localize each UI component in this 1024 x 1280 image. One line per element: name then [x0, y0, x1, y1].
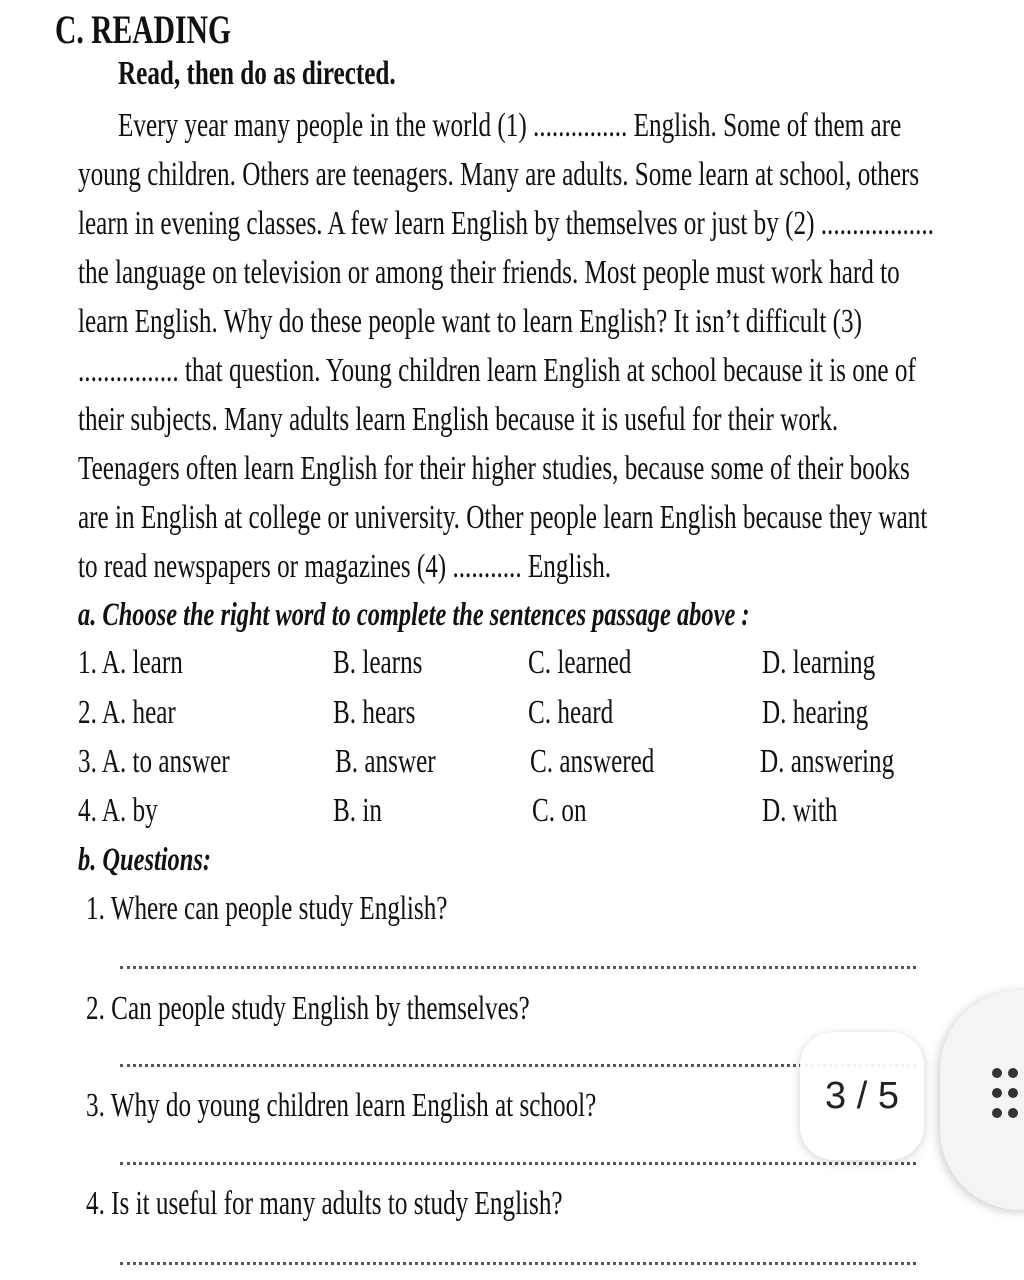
option-1a: 1. A. learn	[78, 644, 183, 681]
option-1b: B. learns	[333, 644, 423, 681]
answer-line-2	[120, 1064, 916, 1067]
option-3a: 3. A. to answer	[78, 743, 230, 780]
option-2d: D. hearing	[762, 694, 869, 731]
answer-line-4	[120, 1262, 916, 1265]
passage-line: young children. Others are teenagers. Many are adults. Some learn at school, others	[78, 156, 920, 193]
option-3c: C. answered	[530, 743, 655, 780]
option-1d: D. learning	[762, 644, 876, 681]
option-4c: C. on	[532, 792, 587, 829]
option-3b: B. answer	[335, 743, 436, 780]
option-1c: C. learned	[528, 644, 632, 681]
option-4b: B. in	[333, 792, 382, 829]
option-4d: D. with	[762, 792, 838, 829]
passage-line: learn in evening classes. A few learn English by themselves or just by (2) ..................	[78, 205, 934, 242]
passage-line: Every year many people in the world (1) ............... English. Some of them are	[118, 107, 902, 144]
part-b-title: b. Questions:	[78, 842, 211, 878]
passage-line: the language on television or among their friends. Most people must work hard to	[78, 254, 900, 291]
passage-line: their subjects. Many adults learn English because it is useful for their work.	[78, 401, 839, 438]
instruction: Read, then do as directed.	[118, 55, 396, 92]
section-title: C. READING	[55, 7, 231, 52]
answer-line-1	[120, 966, 916, 969]
passage-line: are in English at college or university. Other people learn English because they want	[78, 499, 928, 536]
page-indicator: 3 / 5	[800, 1032, 924, 1160]
passage-line: ................ that question. Young children learn English at school because it is one of	[78, 352, 916, 389]
question-4: 4. Is it useful for many adults to study English?	[86, 1185, 563, 1222]
option-2a: 2. A. hear	[78, 694, 176, 731]
option-2c: C. heard	[528, 694, 614, 731]
passage-line: to read newspapers or magazines (4) ........... English.	[78, 548, 612, 585]
option-3d: D. answering	[760, 743, 895, 780]
option-2b: B. hears	[333, 694, 416, 731]
passage-line: Teenagers often learn English for their higher studies, because some of their books	[78, 450, 910, 487]
answer-line-3	[120, 1162, 916, 1165]
fast-scroll-handle[interactable]	[940, 990, 1024, 1210]
question-3: 3. Why do young children learn English at school?	[86, 1087, 597, 1124]
part-a-title: a. Choose the right word to complete the sentences passage above :	[78, 597, 750, 633]
question-2: 2. Can people study English by themselves?	[86, 990, 530, 1027]
question-1: 1. Where can people study English?	[86, 890, 448, 927]
passage-line: learn English. Why do these people want to learn English? It isn’t difficult (3)	[78, 303, 862, 340]
option-4a: 4. A. by	[78, 792, 158, 829]
